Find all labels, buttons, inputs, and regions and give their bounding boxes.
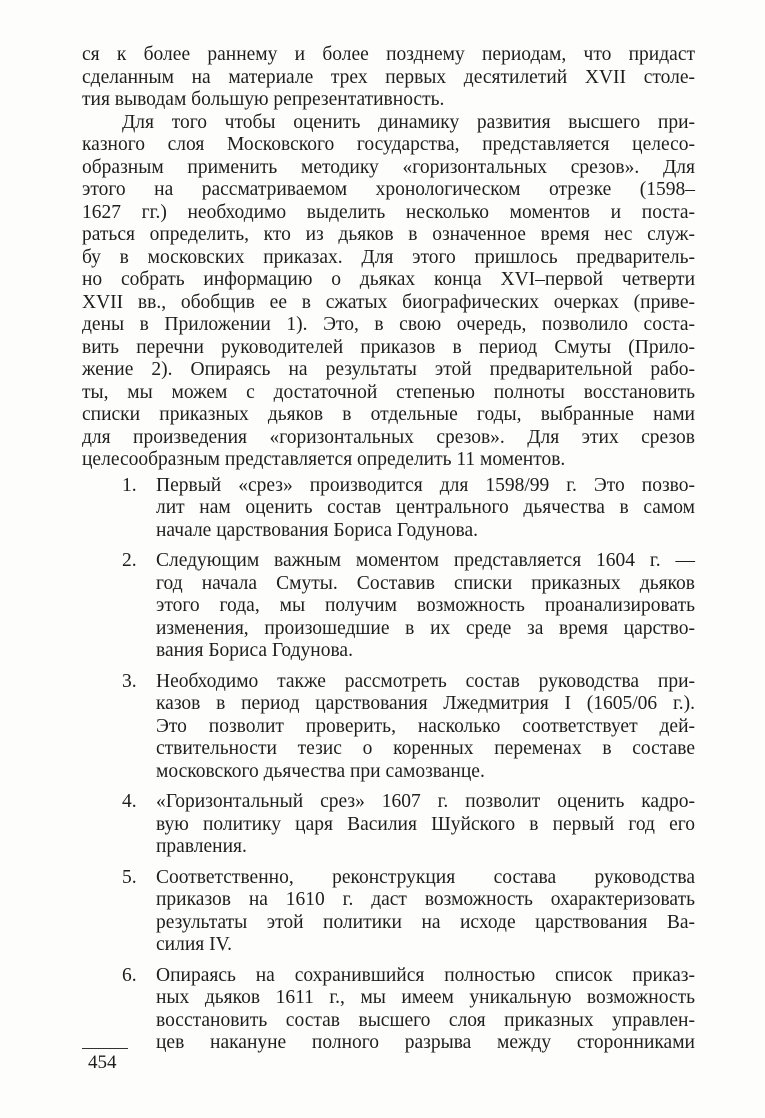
text-line: восстановить состав высшего слоя приказных управлен- xyxy=(156,1009,695,1031)
text-line: но собрать информацию о дьяках конца XVI–первой четверти xyxy=(82,269,695,290)
text-line: раться определить, кто из дьяков в означенное время нес служ- xyxy=(82,224,695,245)
text-line: XVII вв., обобщив ее в сжатых биографических очерках (приве- xyxy=(82,291,695,313)
text-line: сделанным на материале трех первых десятилетий XVII столе- xyxy=(82,66,695,88)
text-line: этого года, мы получим возможность проанализировать xyxy=(156,595,695,616)
list-item xyxy=(82,867,695,957)
moments-list xyxy=(82,475,695,1055)
text-line: тия выводам большую репрезентативность. xyxy=(82,89,445,110)
list-item-number: 5. xyxy=(122,866,137,888)
text-line: бу в московских приказах. Для этого пришлось предваритель- xyxy=(82,246,695,268)
list-item-number: 3. xyxy=(122,670,137,692)
text-line: ных дьяков 1611 г., мы имеем уникальную возможность xyxy=(156,987,695,1008)
text-line: московского дьячества при самозванце. xyxy=(156,760,485,782)
text-line: Первый «срез» производится для 1598/99 г. Это позво- xyxy=(156,474,695,496)
text-line: «Горизонтальный срез» 1607 г. позволит оценить кадро- xyxy=(156,791,695,812)
page-number: 454 xyxy=(88,1052,117,1073)
list-item-text xyxy=(156,475,695,543)
continued-paragraph xyxy=(82,44,695,112)
text-line: дены в Приложении 1). Это, в свою очередь, позволило соста- xyxy=(82,314,695,335)
list-item xyxy=(82,671,695,784)
text-line: Это позволит проверить, насколько соответствует дей- xyxy=(156,715,695,737)
text-line: лит нам оценить состав центрального дьячества в самом xyxy=(156,497,695,518)
list-item xyxy=(82,550,695,663)
text-line: целесообразным представляется определить 11 моментов. xyxy=(82,449,566,470)
text-line: списки приказных дьяков в отдельные годы, выбранные нами xyxy=(82,404,695,425)
method-paragraph xyxy=(82,112,695,472)
text-line: цев накануне полного разрыва между сторонниками xyxy=(156,1032,695,1053)
list-item-number: 2. xyxy=(122,550,137,571)
page-body xyxy=(82,44,695,1055)
list-item xyxy=(82,791,695,859)
text-line: начале царствования Бориса Годунова. xyxy=(156,519,479,541)
list-item xyxy=(82,965,695,1055)
text-line: образным применить методику «горизонтальных срезов». Для xyxy=(82,156,695,178)
text-line: изменения, произошедшие в их среде за время царство- xyxy=(156,617,695,639)
list-item xyxy=(82,475,695,543)
list-item-text xyxy=(156,965,695,1055)
list-item-text xyxy=(156,671,695,784)
text-line: ствительности тезис о коренных переменах в составе xyxy=(156,738,695,759)
text-line: казного слоя Московского государства, представляется целесо- xyxy=(82,134,695,155)
list-item-number: 4. xyxy=(122,791,137,812)
text-line: Для того чтобы оценить динамику развития высшего при- xyxy=(122,111,695,133)
text-line: вания Бориса Годунова. xyxy=(156,640,353,661)
text-line: год начала Смуты. Составив списки приказных дьяков xyxy=(156,572,695,594)
text-line: силия IV. xyxy=(156,934,233,955)
list-item-text xyxy=(156,550,695,663)
text-line: казов в период царствования Лжедмитрия I (1605/06 г.). xyxy=(156,693,695,714)
text-line: Опираясь на сохранившийся полностью список приказ- xyxy=(156,964,695,986)
text-line: вить перечни руководителей приказов в период Смуты (Прило- xyxy=(82,336,695,358)
text-line: этого на рассматриваемом хронологическом отрезке (1598– xyxy=(82,179,695,200)
text-line: результаты этой политики на исходе царствования Ва- xyxy=(156,911,695,933)
list-item-text xyxy=(156,867,695,957)
page-number-rule xyxy=(82,1048,128,1049)
text-line: ся к более раннему и более позднему периодам, что придаст xyxy=(82,44,695,65)
text-line: Соответственно, реконструкция состава руководства xyxy=(156,866,695,888)
text-line: ты, мы можем с достаточной степенью полноты восстановить xyxy=(82,381,695,403)
text-line: приказов на 1610 г. даст возможность охарактеризовать xyxy=(156,889,695,910)
text-line: 1627 гг.) необходимо выделить несколько моментов и поста- xyxy=(82,201,695,223)
list-item-text xyxy=(156,791,695,859)
list-item-number: 1. xyxy=(122,474,137,496)
text-line: Следующим важным моментом представляется 1604 г. — xyxy=(156,550,695,571)
text-line: Необходимо также рассмотреть состав руководства при- xyxy=(156,670,695,692)
text-line: вую политику царя Василия Шуйского в первый год его xyxy=(156,813,695,835)
list-item-number: 6. xyxy=(122,964,137,986)
text-line: жение 2). Опираясь на результаты этой предварительной рабо- xyxy=(82,359,695,380)
text-line: для произведения «горизонтальных срезов». Для этих срезов xyxy=(82,426,695,448)
text-line: правления. xyxy=(156,836,247,857)
